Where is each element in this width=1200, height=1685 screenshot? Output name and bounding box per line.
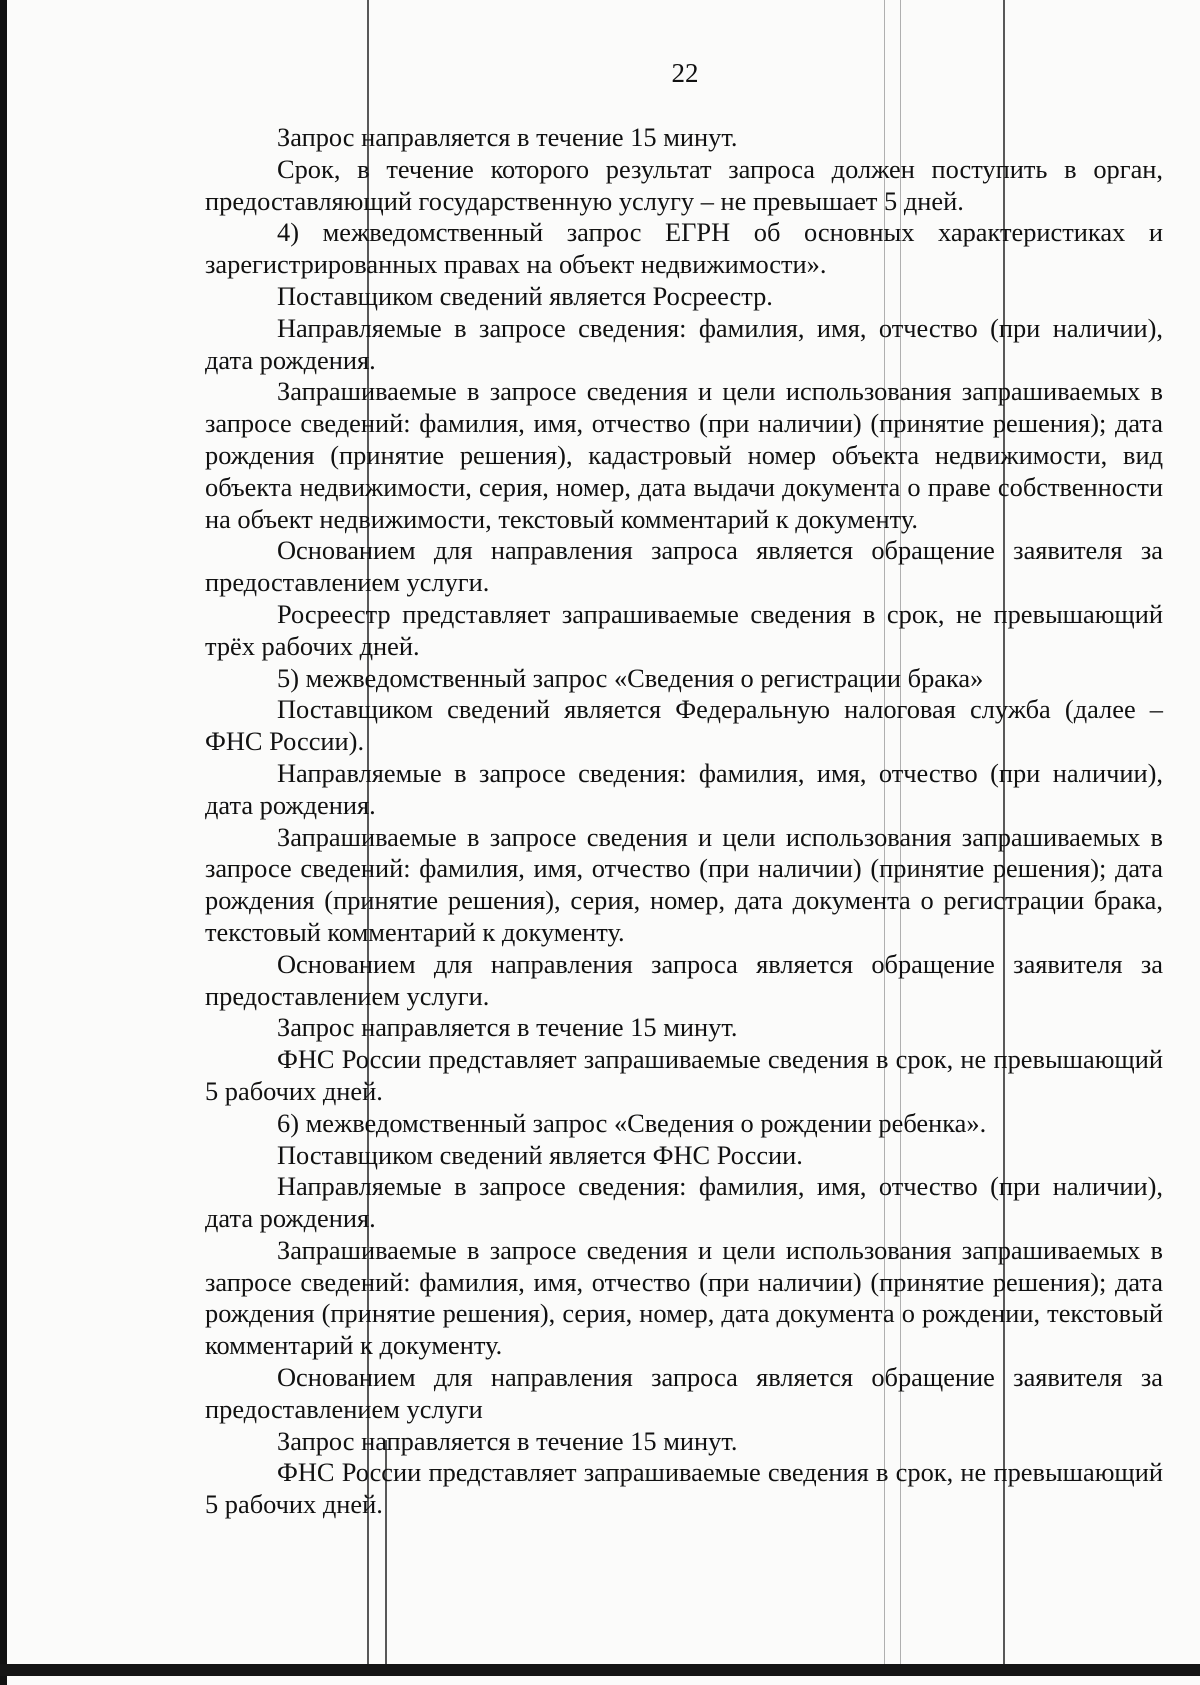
- paragraph: ФНС России представляет запрашиваемые сведения в срок, не превышающий 5 рабочих дней.: [205, 1457, 1163, 1520]
- paragraph: Основанием для направления запроса является обращение заявителя за предоставлением услуги: [205, 1362, 1163, 1424]
- paragraph: ФНС России представляет запрашиваемые сведения в срок, не превышающий 5 рабочих дней.: [205, 1044, 1163, 1106]
- paragraph: Запрашиваемые в запросе сведения и цели использования запрашиваемых в запросе сведений: фамилия, имя, отчество (при наличии) (принятие решения); дата рождения (принятие решения), кадастровый номер объекта недвижимости, вид объекта недвижимости, серия, номер, дата выдачи документа о праве собственности на объект недвижимости, текстовый комментарий к документу.: [205, 376, 1163, 534]
- scan-edge-bottom: [0, 1664, 1200, 1676]
- document-body: [205, 122, 1163, 1521]
- paragraph: Поставщиком сведений является ФНС России.: [277, 1139, 803, 1170]
- paragraph: Направляемые в запросе сведения: фамилия, имя, отчество (при наличии), дата рождения.: [205, 757, 1163, 820]
- paragraph: Поставщиком сведений является Федеральную налоговая служба (далее – ФНС России).: [205, 694, 1163, 757]
- paragraph: Направляемые в запросе сведения: фамилия, имя, отчество (при наличии), дата рождения.: [205, 312, 1163, 375]
- paragraph: 6) межведомственный запрос «Сведения о рождении ребенка».: [277, 1107, 987, 1138]
- paragraph: Росреестр представляет запрашиваемые сведения в срок, не превышающий трёх рабочих дней.: [205, 598, 1163, 661]
- paragraph: Запрос направляется в течение 15 минут.: [277, 1425, 738, 1456]
- paragraph: Основанием для направления запроса является обращение заявителя за предоставлением услуги.: [205, 535, 1163, 598]
- paragraph: Поставщиком сведений является Росреестр.: [277, 280, 773, 311]
- paragraph: Основанием для направления запроса является обращение заявителя за предоставлением услуги.: [205, 948, 1163, 1011]
- paragraph: Запрашиваемые в запросе сведения и цели использования запрашиваемых в запросе сведений: фамилия, имя, отчество (при наличии) (принятие решения); дата рождения (принятие решения), серия, номер, дата документа о регистрации брака, текстовый комментарий к документу.: [205, 821, 1163, 947]
- paragraph: Запрос направляется в течение 15 минут.: [277, 122, 738, 152]
- paragraph: Запрос направляется в течение 15 минут.: [277, 1012, 738, 1043]
- scan-edge-left: [0, 0, 7, 1685]
- paragraph: 4) межведомственный запрос ЕГРН об основных характеристиках и зарегистрированных правах на объект недвижимости».: [205, 217, 1163, 280]
- page-number: 22: [671, 58, 699, 88]
- paragraph: Запрашиваемые в запросе сведения и цели использования запрашиваемых в запросе сведений: фамилия, имя, отчество (при наличии) (принятие решения); дата рождения (принятие решения), серия, номер, дата документа о рождении, текстовый комментарий к документу.: [205, 1234, 1163, 1361]
- paragraph: 5) межведомственный запрос «Сведения о регистрации брака»: [277, 662, 984, 693]
- paragraph: Направляемые в запросе сведения: фамилия, имя, отчество (при наличии), дата рождения.: [205, 1171, 1163, 1234]
- paragraph: Срок, в течение которого результат запроса должен поступить в орган, предоставляющий государственную услугу – не превышает 5 дней.: [205, 153, 1163, 216]
